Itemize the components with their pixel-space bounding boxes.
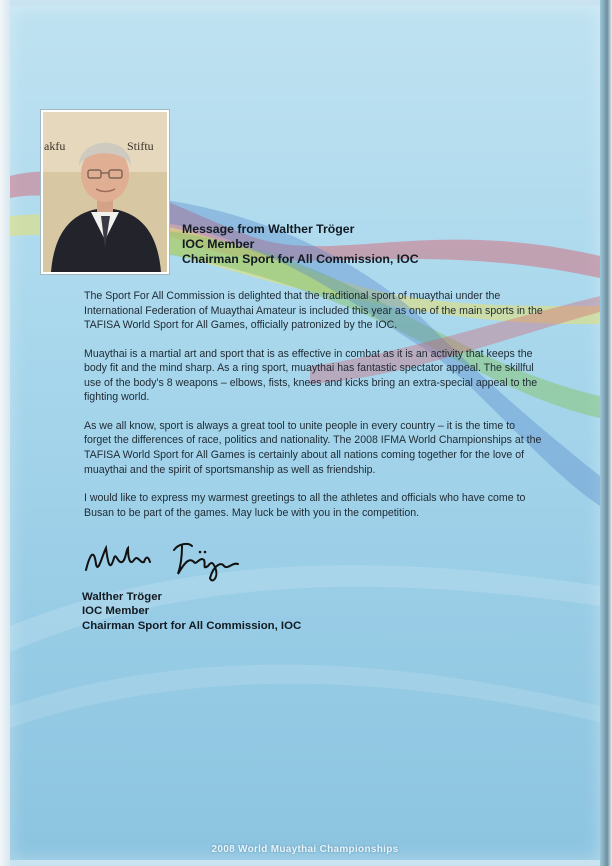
signer-role: IOC Member	[82, 605, 150, 618]
header-role: IOC Member	[182, 237, 255, 251]
page-footer: 2008 World Muaythai Championships	[211, 844, 399, 855]
signer-position: Chairman Sport for All Commission, IOC	[82, 619, 302, 632]
signer-name: Walther Tröger	[82, 591, 162, 603]
header-title: Message from Walther Tröger	[182, 222, 355, 236]
header-position: Chairman Sport for All Commission, IOC	[182, 252, 419, 266]
body-paragraph-2: Muaythai is a martial art and sport that is as effective in combat as it is an activity that keeps the body fit and the mind sharp. As a ring sport, muaythai has fantastic spectator appeal. The skillful use of the body's 8 weapons – elbows, fists, knees and kicks bring an extra-special appeal to the fighting world.	[84, 347, 538, 404]
signer-block	[82, 590, 382, 633]
message-body	[84, 289, 544, 534]
photo-sign-right: Stiftu	[127, 139, 154, 153]
body-paragraph-1: The Sport For All Commission is delighted that the traditional sport of muaythai under the International Federation of Muaythai Amateur is included this year as one of the main sports in the TAFISA World Sport for All Games, officially patronized by the IOC.	[84, 290, 543, 332]
message-header	[182, 222, 562, 267]
handwritten-signature	[82, 534, 252, 586]
page-right-edge	[600, 0, 612, 866]
ribbon-light-swirl-2	[10, 665, 600, 728]
body-paragraph-4: I would like to express my warmest greetings to all the athletes and officials who have come to Busan to be part of the games. May luck be with you in the competition.	[84, 491, 526, 519]
page-binding-edge	[0, 0, 10, 866]
body-paragraph-3: As we all know, sport is always a great tool to unite people in every country – it is the time to forget the differences of race, politics and nationality. The 2008 IFMA World Championships at the TAFISA World Sport for All Games is certainly about all nations coming together for the love of muaythai and the spirit of sportsmanship as well as friendship.	[84, 419, 542, 476]
document-page	[10, 6, 600, 860]
portrait-photo	[41, 110, 169, 274]
photo-sign-left: akfu	[44, 139, 66, 153]
